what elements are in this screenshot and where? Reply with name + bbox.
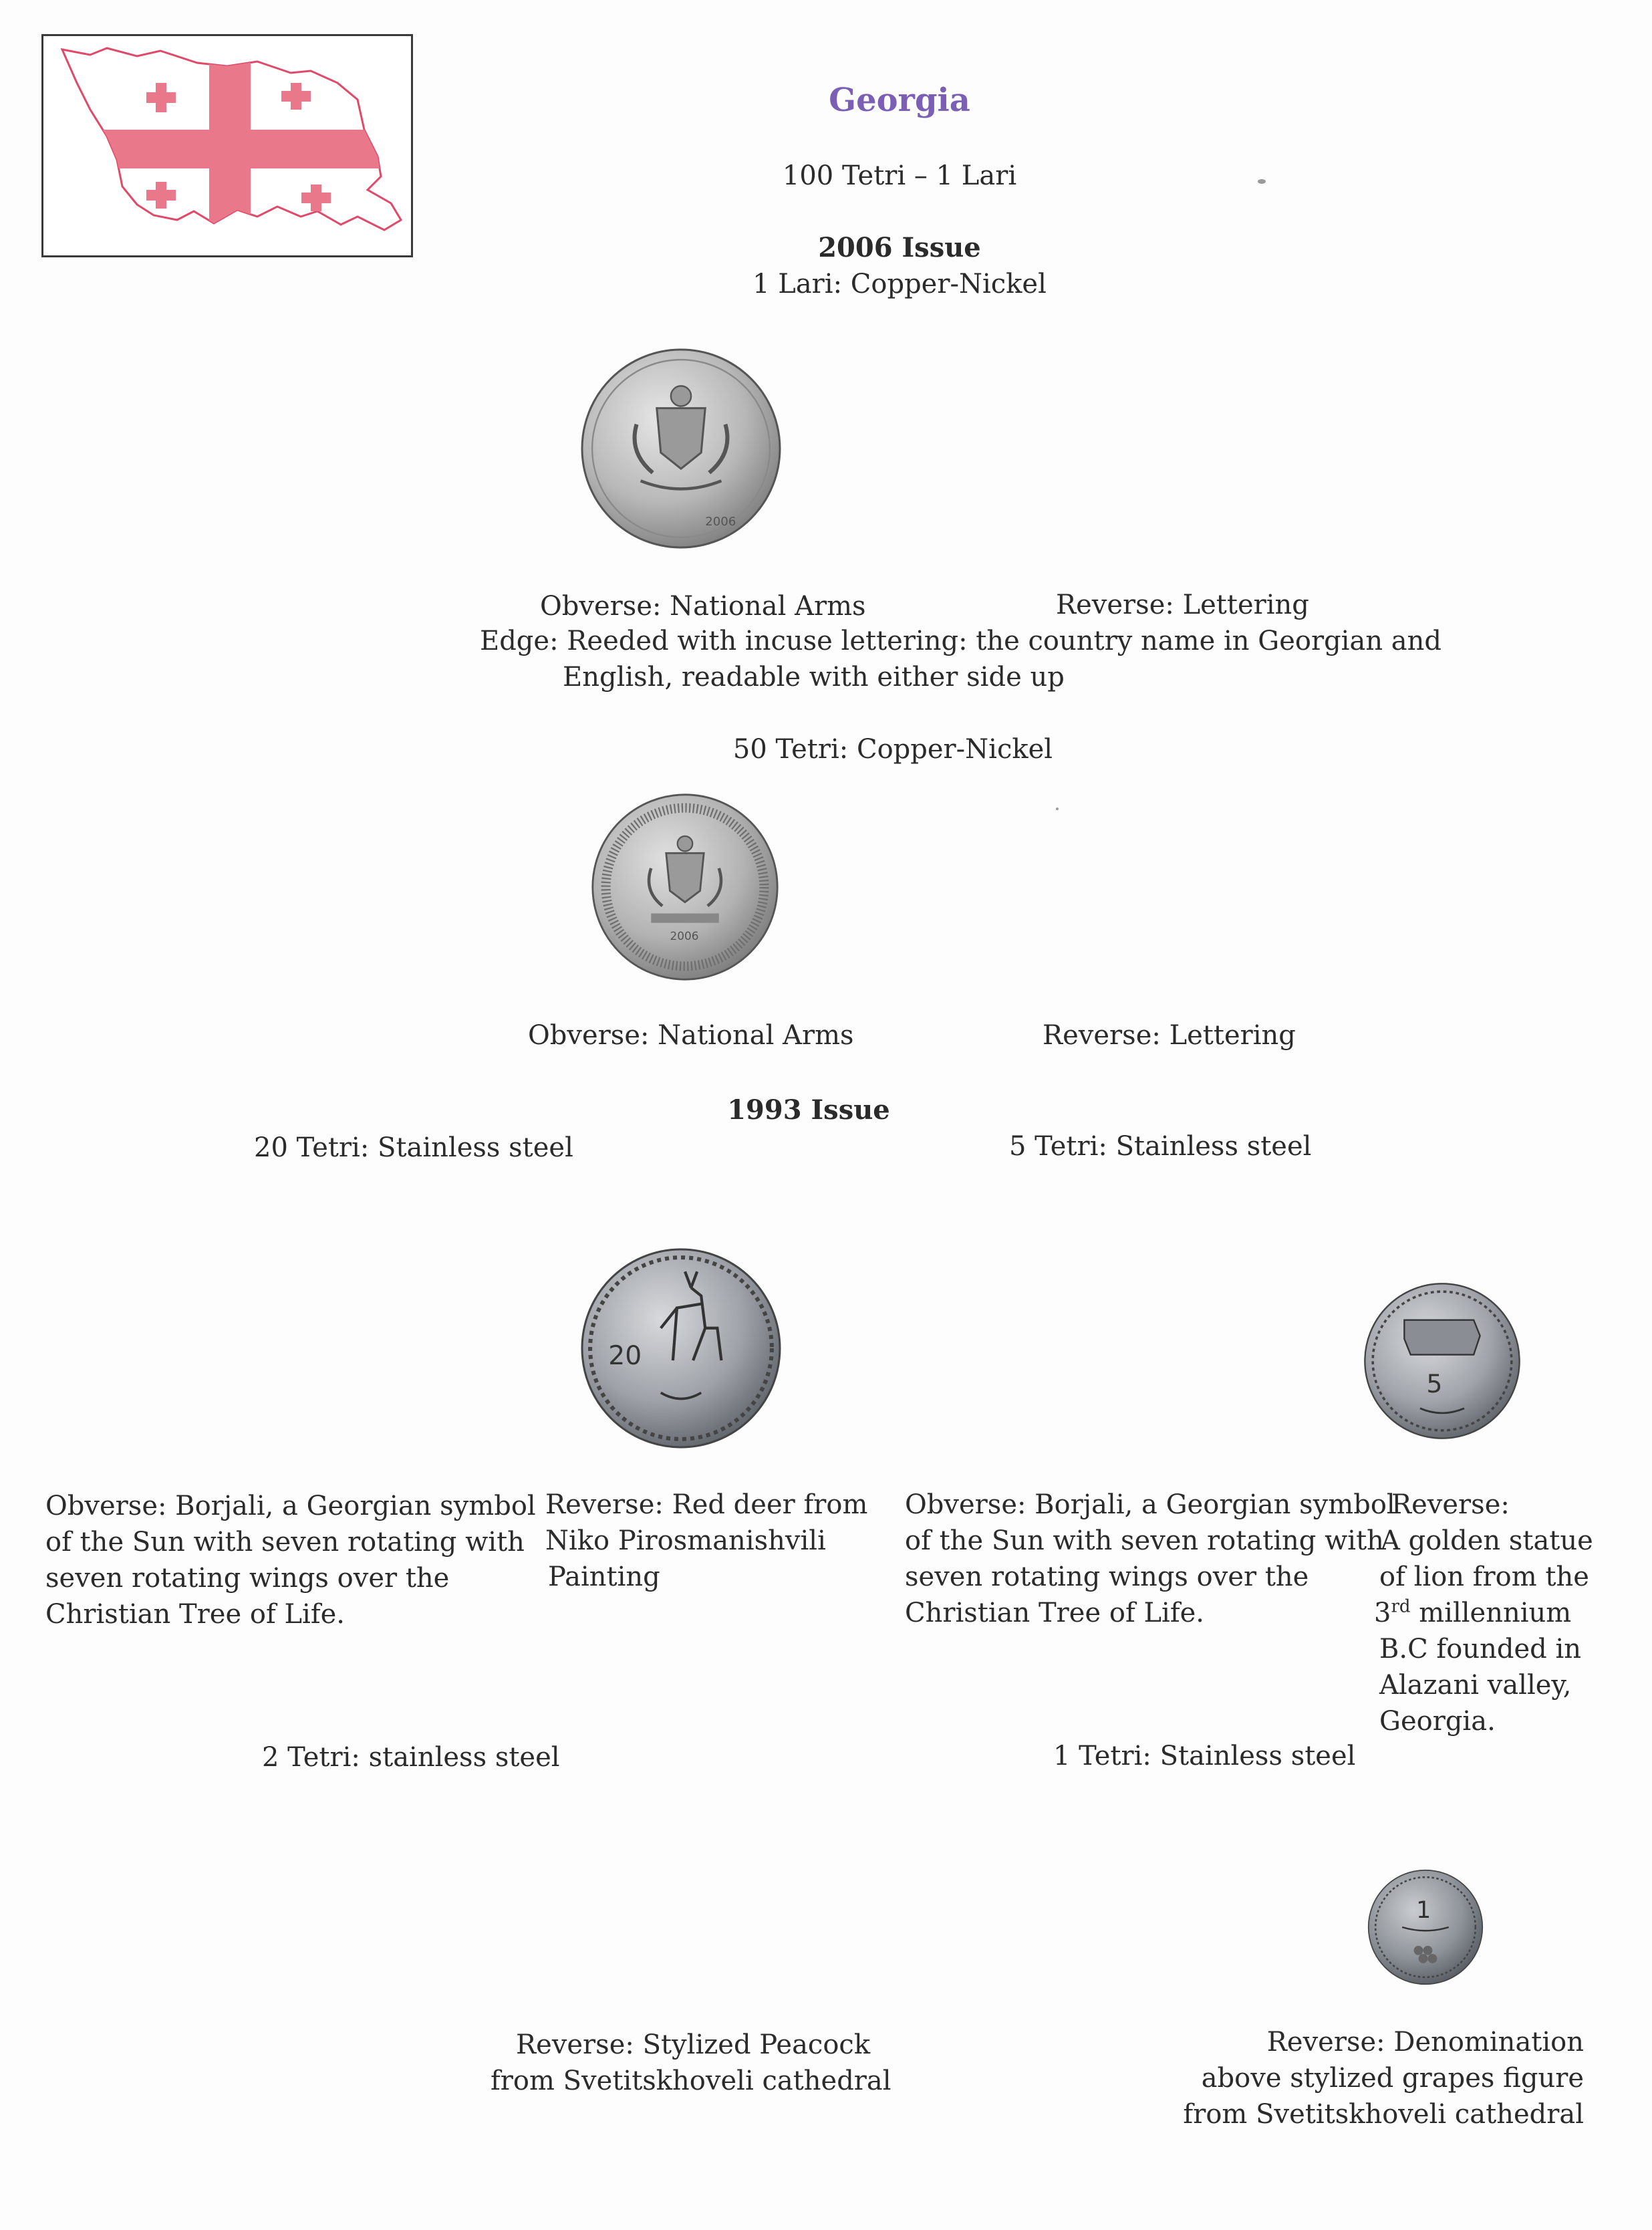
flag-cross-horizontal xyxy=(43,130,411,168)
georgia-map-flag-icon xyxy=(43,36,411,255)
coin-1-tetri-reverse xyxy=(1367,1869,1484,1985)
tetri-5-reverse-heading: Reverse: xyxy=(1391,1489,1510,1520)
tetri-2-reverse-line2: from Svetitskhoveli cathedral xyxy=(491,2066,891,2096)
lari-1-reverse-label: Reverse: Lettering xyxy=(1056,590,1309,620)
tetri-20-reverse-line1: Reverse: Red deer from xyxy=(545,1489,868,1520)
tetri-50-title: 50 Tetri: Copper-Nickel xyxy=(732,734,1053,765)
lari-1-title: 1 Lari: Copper-Nickel xyxy=(752,269,1047,299)
tetri-50-reverse-label: Reverse: Lettering xyxy=(1043,1020,1296,1051)
tetri-5-title: 5 Tetri: Stainless steel xyxy=(1009,1131,1312,1162)
tetri-5-reverse-line5: Alazani valley, xyxy=(1379,1670,1572,1701)
coin-1-lari-obverse xyxy=(580,348,782,549)
denomination-system: 100 Tetri – 1 Lari xyxy=(782,160,1017,191)
tetri-2-title: 2 Tetri: stainless steel xyxy=(262,1742,560,1773)
tetri-20-title: 20 Tetri: Stainless steel xyxy=(254,1132,573,1163)
tetri-1-reverse-line3: from Svetitskhoveli cathedral xyxy=(1183,2099,1584,2130)
issue-1993-heading: 1993 Issue xyxy=(727,1094,890,1126)
tetri-20-obverse-line1: Obverse: Borjali, a Georgian symbol xyxy=(45,1491,536,1521)
svg-text:2006: 2006 xyxy=(705,514,736,529)
tetri-20-reverse-line3: Painting xyxy=(548,1562,660,1592)
tetri-1-reverse-line1: Reverse: Denomination xyxy=(1266,2027,1584,2058)
georgia-map-flag xyxy=(41,34,413,257)
tetri-5-reverse-line6: Georgia. xyxy=(1379,1706,1496,1737)
tetri-20-obverse-line4: Christian Tree of Life. xyxy=(45,1599,346,1630)
tetri-5-reverse-line2: of lion from the xyxy=(1379,1562,1589,1592)
tetri-5-reverse-line4: B.C founded in xyxy=(1379,1634,1581,1664)
svg-text:5: 5 xyxy=(1426,1369,1443,1399)
tetri-5-reverse-line3: 3rd millennium xyxy=(1374,1596,1572,1628)
tetri-20-obverse-line2: of the Sun with seven rotating with xyxy=(45,1527,525,1558)
tetri-1-reverse-line2: above stylized grapes figure xyxy=(1201,2063,1584,2094)
tetri-5-obverse-line4: Christian Tree of Life. xyxy=(905,1598,1205,1628)
tetri-5-obverse-line2: of the Sun with seven rotating with xyxy=(905,1525,1384,1556)
page-title: Georgia xyxy=(829,82,970,119)
tetri-2-reverse-line1: Reverse: Stylized Peacock xyxy=(516,2029,871,2060)
coin-50-tetri-obverse xyxy=(591,793,779,981)
lari-1-edge-line1: Edge: Reeded with incuse lettering: the country name in Georgian and xyxy=(480,626,1442,656)
tetri-1-title: 1 Tetri: Stainless steel xyxy=(1053,1741,1356,1771)
svg-text:1: 1 xyxy=(1416,1897,1431,1925)
scan-speck xyxy=(1056,808,1059,810)
tetri-20-obverse-line3: seven rotating wings over the xyxy=(45,1563,450,1594)
svg-text:2006: 2006 xyxy=(670,928,699,943)
tetri-5-reverse-line1: A golden statue xyxy=(1381,1525,1593,1556)
lari-1-edge-line2: English, readable with either side up xyxy=(563,662,1065,693)
tetri-5-obverse-line3: seven rotating wings over the xyxy=(905,1562,1309,1592)
coin-20-tetri-reverse xyxy=(580,1247,782,1449)
scan-speck xyxy=(1258,179,1266,184)
issue-2006-heading: 2006 Issue xyxy=(818,232,981,263)
tetri-20-reverse-line2: Niko Pirosmanishvili xyxy=(545,1525,826,1556)
coin-5-tetri-reverse xyxy=(1363,1282,1521,1440)
lari-1-obverse-label: Obverse: National Arms xyxy=(540,591,866,622)
tetri-50-obverse-label: Obverse: National Arms xyxy=(528,1020,854,1051)
tetri-5-obverse-line1: Obverse: Borjali, a Georgian symbol xyxy=(905,1489,1395,1520)
svg-text:20: 20 xyxy=(608,1341,642,1372)
